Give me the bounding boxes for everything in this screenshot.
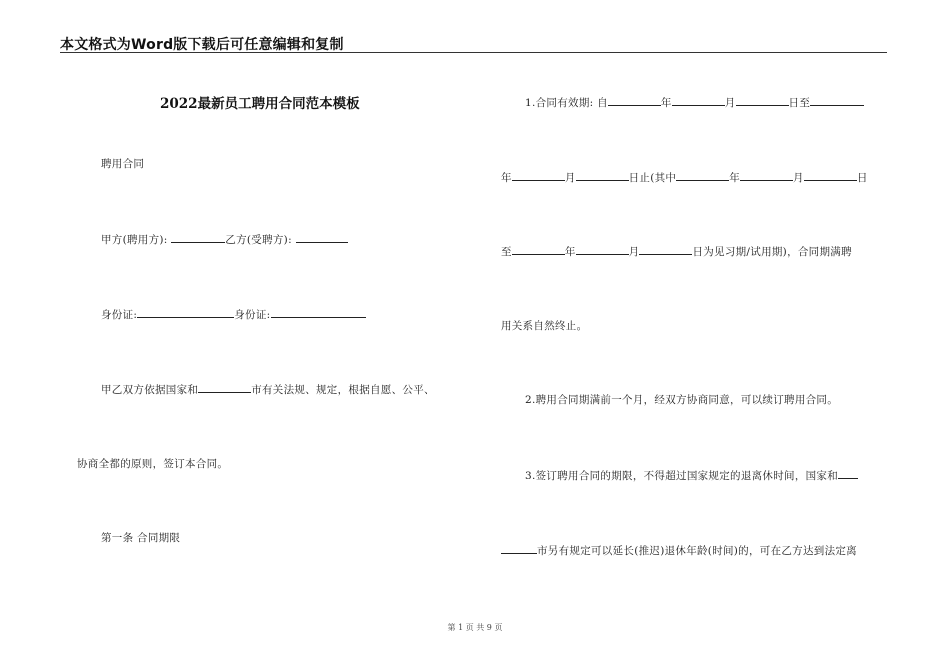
month-label: 月 bbox=[564, 172, 576, 184]
retirement-clause-line-2 bbox=[501, 542, 857, 558]
probation-end-day-blank bbox=[639, 243, 692, 255]
term-from-label: 1.合同有效期: 自 bbox=[525, 97, 608, 109]
term-line-2 bbox=[501, 169, 868, 185]
probation-start-year-blank bbox=[676, 169, 729, 181]
city-name-blank bbox=[501, 542, 537, 554]
term-line-3 bbox=[501, 243, 852, 259]
party-a-id-blank bbox=[137, 306, 234, 318]
day-until-label: 日止(其中 bbox=[628, 172, 677, 184]
day-to-label: 日至 bbox=[788, 97, 811, 109]
parties-line bbox=[101, 231, 348, 247]
id-card-line bbox=[101, 306, 366, 322]
page-footer: 第 1 页 共 9 页 bbox=[447, 623, 503, 632]
year-label: 年 bbox=[729, 172, 741, 184]
legal-basis-text-b: 市有关法规、规定，根据自愿、公平、 bbox=[251, 384, 435, 396]
probation-end-year-blank bbox=[512, 243, 565, 255]
term-line-4: 用关系自然终止。 bbox=[501, 320, 588, 332]
party-a-blank bbox=[171, 231, 225, 243]
probation-end-month-blank bbox=[576, 243, 629, 255]
term-line-1 bbox=[525, 94, 864, 110]
document-title: 2022最新员工聘用合同范本模板 bbox=[160, 96, 360, 112]
month-label: 月 bbox=[628, 246, 640, 258]
year-label: 年 bbox=[564, 246, 576, 258]
probation-text: 日为见习期/试用期)，合同期满聘 bbox=[692, 246, 852, 258]
start-month-blank bbox=[672, 94, 725, 106]
state-blank bbox=[838, 467, 858, 479]
party-b-label: 乙方(受聘方): bbox=[225, 234, 296, 246]
end-month-blank bbox=[512, 169, 565, 181]
start-year-blank bbox=[608, 94, 661, 106]
legal-basis-line bbox=[101, 381, 435, 397]
document-header-notice: 本文格式为Word版下载后可任意编辑和复制 bbox=[60, 37, 344, 53]
retirement-clause-line-1 bbox=[525, 467, 858, 483]
legal-basis-text-a: 甲乙双方依据国家和 bbox=[101, 384, 199, 396]
month-label: 月 bbox=[793, 172, 804, 184]
party-b-id-blank bbox=[271, 306, 366, 318]
header-divider bbox=[60, 52, 887, 53]
party-b-id-label: 身份证: bbox=[234, 309, 271, 321]
party-a-id-label: 身份证: bbox=[101, 309, 138, 321]
end-day-blank bbox=[576, 169, 629, 181]
year-label: 年 bbox=[501, 172, 512, 184]
city-blank bbox=[198, 381, 251, 393]
year-label: 年 bbox=[660, 97, 672, 109]
retirement-clause-text: 3.签订聘用合同的期限，不得超过国家规定的退离休时间，国家和 bbox=[525, 470, 839, 482]
contract-heading: 聘用合同 bbox=[101, 158, 145, 170]
day-label: 日 bbox=[856, 172, 868, 184]
renewal-clause: 2.聘用合同期满前一个月，经双方协商同意，可以续订聘用合同。 bbox=[525, 394, 839, 406]
article-one-heading: 第一条 合同期限 bbox=[101, 532, 181, 544]
probation-start-month-blank bbox=[740, 169, 793, 181]
retirement-clause-continuation: 市另有规定可以延长(推迟)退休年龄(时间)的，可在乙方达到法定离 bbox=[537, 545, 857, 557]
to-label: 至 bbox=[501, 246, 512, 258]
legal-basis-continuation: 协商全都的原则，签订本合同。 bbox=[77, 458, 229, 470]
month-label: 月 bbox=[724, 97, 736, 109]
probation-start-day-blank bbox=[804, 169, 857, 181]
party-b-blank bbox=[296, 231, 348, 243]
start-day-blank bbox=[736, 94, 789, 106]
party-a-label: 甲方(聘用方): bbox=[101, 234, 172, 246]
end-year-blank bbox=[810, 94, 864, 106]
